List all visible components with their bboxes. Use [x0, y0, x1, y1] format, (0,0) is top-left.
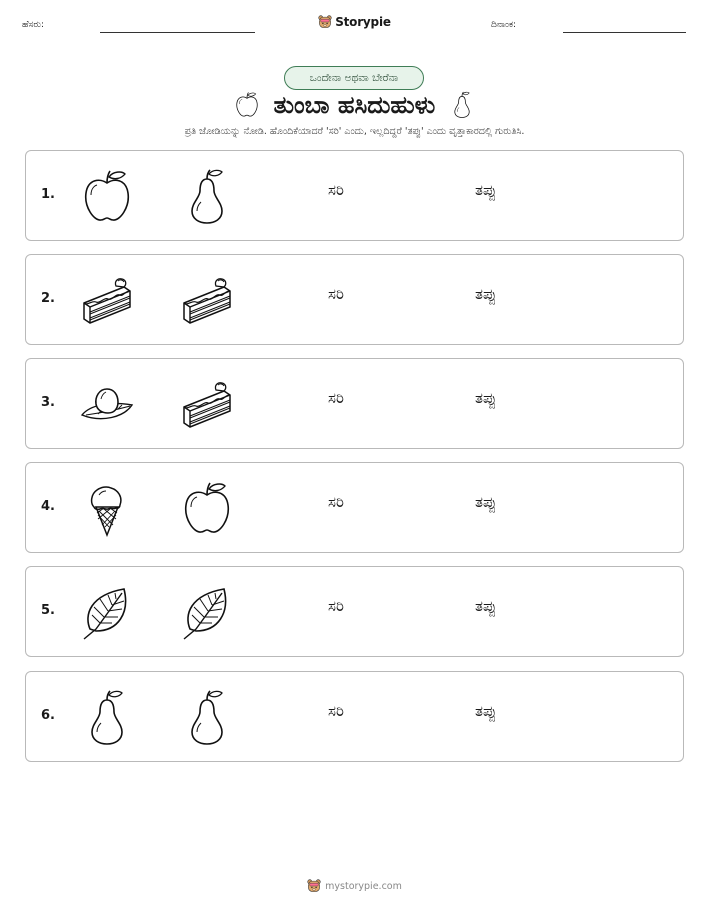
option-yes[interactable]: ಸರಿ — [328, 181, 344, 199]
storypie-logo-icon — [318, 15, 332, 29]
question-row-4 — [25, 462, 684, 553]
question-number: 1. — [41, 187, 55, 202]
footer — [0, 878, 709, 897]
leaf-icon — [180, 585, 234, 641]
question-number: 4. — [41, 499, 55, 514]
option-no[interactable]: ತಪ್ಪು — [475, 493, 497, 511]
date-line[interactable] — [563, 32, 686, 33]
leaf-icon — [80, 585, 134, 641]
question-number: 5. — [41, 603, 55, 618]
option-no[interactable]: ತಪ್ಪು — [475, 181, 497, 199]
option-yes[interactable]: ಸರಿ — [328, 389, 344, 407]
apple-icon — [234, 91, 260, 119]
option-yes[interactable]: ಸರಿ — [328, 493, 344, 511]
worksheet-type-badge: ಒಂದೇನಾ ಅಥವಾ ಬೇರೆನಾ — [284, 66, 424, 90]
name-label: ಹೆಸರು: — [22, 20, 45, 30]
date-label: ದಿನಾಂಕ: — [491, 20, 517, 30]
instructions: ಪ್ರತಿ ಜೋಡಿಯನ್ನು ನೋಡಿ. ಹೊಂದಿಕೆಯಾದರೆ 'ಸರಿ' ಎಂದು, ಇಲ್ಲದಿದ್ದರೆ 'ತಪ್ಪು' ಎಂದು ವೃತ್ತಾಕಾರದಲ್ಲಿ ಗುರುತಿಸಿ. — [184, 126, 525, 137]
apple-icon — [80, 169, 134, 225]
option-no[interactable]: ತಪ್ಪು — [475, 389, 497, 407]
pear-icon — [180, 169, 234, 225]
cake-slice-icon — [180, 377, 234, 433]
pear-icon — [180, 690, 234, 746]
question-row-6 — [25, 671, 684, 762]
cake-slice-icon — [80, 273, 134, 329]
option-no[interactable]: ತಪ್ಪು — [475, 702, 497, 720]
option-no[interactable]: ತಪ್ಪು — [475, 597, 497, 615]
question-number: 2. — [41, 291, 55, 306]
egg-on-leaf-icon — [80, 377, 134, 433]
apple-icon — [180, 481, 234, 537]
option-yes[interactable]: ಸರಿ — [328, 597, 344, 615]
option-yes[interactable]: ಸರಿ — [328, 285, 344, 303]
question-number: 6. — [41, 708, 55, 723]
page-title: ತುಂಬಾ ಹಸಿದುಹುಳು — [273, 91, 436, 119]
footer-url[interactable]: mystorypie.com — [325, 880, 402, 892]
title-row — [0, 90, 709, 120]
question-row-2 — [25, 254, 684, 345]
pear-icon — [80, 690, 134, 746]
question-row-1 — [25, 150, 684, 241]
question-row-5 — [25, 566, 684, 657]
brand-name: Storypie — [335, 15, 391, 29]
storypie-logo-icon — [307, 879, 321, 893]
ice-cream-cone-icon — [80, 481, 134, 537]
cake-slice-icon — [180, 273, 234, 329]
pear-icon — [449, 90, 475, 120]
option-no[interactable]: ತಪ್ಪು — [475, 285, 497, 303]
question-row-3 — [25, 358, 684, 449]
question-number: 3. — [41, 395, 55, 410]
option-yes[interactable]: ಸರಿ — [328, 702, 344, 720]
brand — [0, 14, 709, 33]
